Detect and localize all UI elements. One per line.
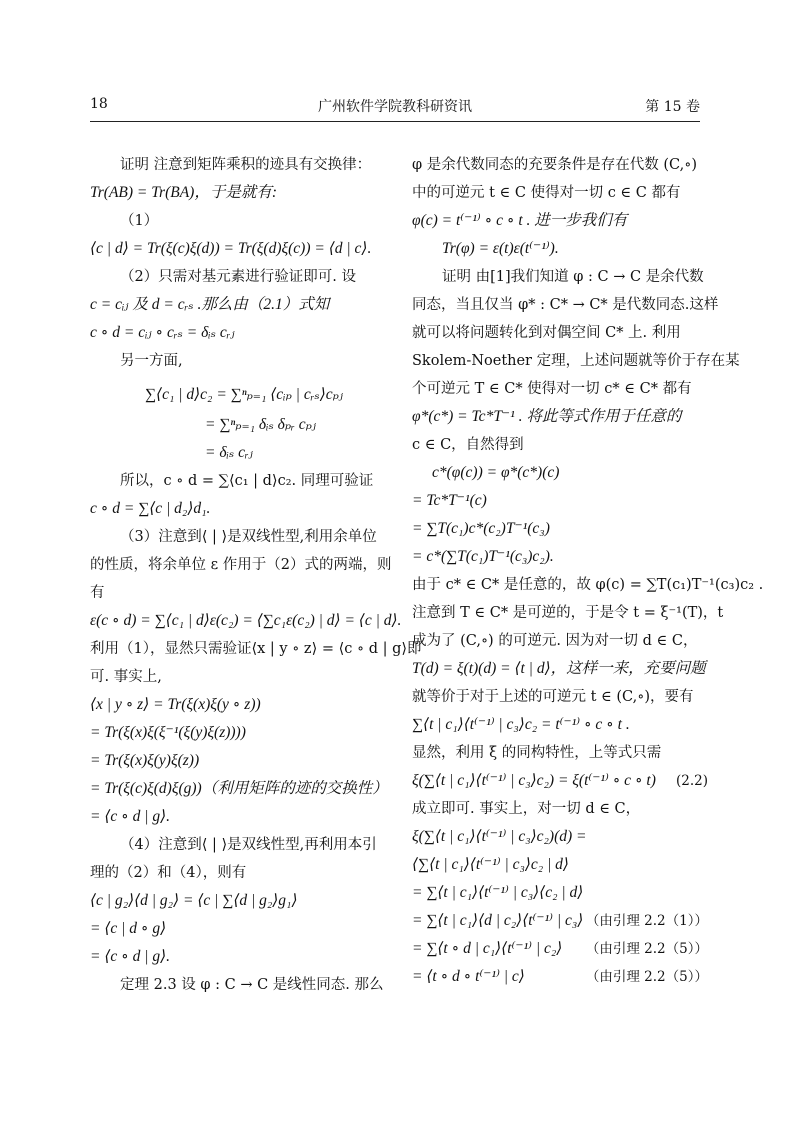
- text-line: c ∘ d = ∑⟨c | d₂⟩d₁.: [90, 500, 211, 517]
- equation-tag: （由引理 2.2（5））: [585, 969, 708, 985]
- text-line: φ*(c*) = Tc*T⁻¹ . 将此等式作用于任意的: [412, 408, 682, 425]
- text-line: ⟨∑⟨t | c₁⟩⟨t⁽⁻¹⁾ | c₃⟩c₂ | d⟩: [412, 856, 569, 873]
- text-line: = ⟨c | d ∘ g⟩: [90, 920, 167, 937]
- text-line: = c*(∑T(c₁)T⁻¹(c₃)c₂).: [412, 548, 554, 565]
- text-line: 成为了 (C,∘) 的可逆元. 因为对一切 d ∈ C，: [412, 633, 698, 649]
- text-line: = Tr(ξ(c)ξ(d)ξ(g))（利用矩阵的迹的交换性）: [90, 780, 388, 797]
- text-line: = ∑⟨t ∘ d | c₁⟩⟨t⁽⁻¹⁾ | c₂⟩ （由引理 2.2（5））: [412, 940, 708, 957]
- text-line: ∑⟨t | c₁⟩⟨t⁽⁻¹⁾ | c₃⟩c₂ = t⁽⁻¹⁾ ∘ c ∘ t .: [412, 716, 630, 733]
- text-line: c ∘ d = cᵢⱼ ∘ cᵣₛ = δᵢₛ cᵣⱼ: [90, 324, 235, 341]
- text-line: ⟨c | g₂⟩⟨d | g₂⟩ = ⟨c | ∑⟨d | g₂⟩g₁⟩: [90, 892, 298, 909]
- text-line: 利用（1），显然只需验证⟨x | y ∘ z⟩ = ⟨c ∘ d | g⟩即: [90, 641, 422, 657]
- text-line: φ 是余代数同态的充要条件是存在代数 (C,∘): [412, 157, 697, 173]
- text-line: 证明 由[1]我们知道 φ : C → C 是余代数: [442, 269, 704, 285]
- text-line: = ⟨t ∘ d ∘ t⁽⁻¹⁾ | c⟩ （由引理 2.2（5））: [412, 968, 708, 985]
- text-line: 证明 注意到矩阵乘积的迹具有交换律：: [120, 157, 372, 173]
- text-line: 的性质，将余单位 ε 作用于（2）式的两端，则: [90, 557, 392, 573]
- text-line: 同态，当且仅当 φ* : C* → C* 是代数同态.这样: [412, 297, 719, 313]
- text-line: 另一方面,: [120, 353, 183, 369]
- journal-title: 广州软件学院教科研资讯: [318, 99, 472, 115]
- text-line: 定理 2.3 设 φ : C → C 是线性同态. 那么: [120, 977, 384, 993]
- text-line: Tr(φ) = ε(t)ε(t⁽⁻¹⁾).: [442, 240, 559, 257]
- equation-tag: （由引理 2.2（1））: [585, 913, 708, 929]
- text-line: = ∑ⁿₚ₌₁ δᵢₛ δₚᵣ cₚⱼ: [205, 416, 316, 433]
- text-line: = Tr(ξ(x)ξ(ξ⁻¹(ξ(y)ξ(z)))): [90, 724, 246, 741]
- text-line: 可. 事实上,: [90, 669, 162, 685]
- text-line: 由于 c* ∈ C* 是任意的，故 φ(c) = ∑T(c₁)T⁻¹(c₃)c₂ .: [412, 577, 764, 593]
- text-line: （1）: [120, 213, 159, 229]
- volume-label: 第 15 卷: [645, 99, 700, 115]
- text-line: ∑⟨c₁ | d⟩c₂ = ∑ⁿₚ₌₁ ⟨cᵢₚ | cᵣₛ⟩cₚⱼ: [145, 386, 343, 403]
- text-line: 成立即可. 事实上，对一切 d ∈ C，: [412, 801, 641, 817]
- text-line: 就等价于对于上述的可逆元 t ∈ (C,∘)，要有: [412, 689, 694, 705]
- text-line: ξ(∑⟨t | c₁⟩⟨t⁽⁻¹⁾ | c₃⟩c₂) = ξ(t⁽⁻¹⁾ ∘ c ∘ t) (2.2): [412, 772, 708, 789]
- text-line: = Tr(ξ(x)ξ(y)ξ(z)): [90, 752, 200, 769]
- text-line: = Tc*T⁻¹(c): [412, 492, 487, 509]
- text-line: 就可以将问题转化到对偶空间 C* 上. 利用: [412, 325, 681, 341]
- text-line: T(d) = ξ(t)(d) = ⟨t | d⟩，这样一来，充要问题: [412, 660, 706, 677]
- text-line: 中的可逆元 t ∈ C 使得对一切 c ∈ C 都有: [412, 185, 681, 201]
- text-line: = δᵢₛ cᵣⱼ: [205, 444, 253, 461]
- text-line: = ∑⟨t | c₁⟩⟨t⁽⁻¹⁾ | c₃⟩⟨c₂ | d⟩: [412, 884, 584, 901]
- text-line: 注意到 T ∈ C* 是可逆的，于是令 t = ξ⁻¹(T)，t: [412, 605, 724, 621]
- text-line: ⟨c | d⟩ = Tr(ξ(c)ξ(d)) = Tr(ξ(d)ξ(c)) = ⟨d | c⟩.: [90, 240, 372, 257]
- equation-tag: （由引理 2.2（5））: [585, 941, 708, 957]
- running-header: [90, 96, 700, 118]
- text-line: 有: [90, 585, 105, 601]
- text-line: c = cᵢⱼ 及 d = cᵣₛ .那么由（2.1）式知: [90, 296, 330, 313]
- text-line: = ∑⟨t | c₁⟩⟨d | c₂⟩⟨t⁽⁻¹⁾ | c₃⟩ （由引理 2.2（1））: [412, 912, 708, 929]
- text-line: ξ(∑⟨t | c₁⟩⟨t⁽⁻¹⁾ | c₃⟩c₂)(d) =: [412, 828, 587, 845]
- text-line: 理的（2）和（4），则有: [90, 865, 247, 881]
- text-line: φ(c) = t⁽⁻¹⁾ ∘ c ∘ t . 进一步我们有: [412, 212, 628, 229]
- page-number: 18: [90, 96, 108, 112]
- text-line: Skolem-Noether 定理，上述问题就等价于存在某: [412, 353, 740, 369]
- text-line: = ⟨c ∘ d | g⟩.: [90, 948, 171, 965]
- header-rule: [90, 121, 700, 122]
- text-line: Tr(AB) = Tr(BA)，于是就有:: [90, 184, 277, 201]
- text-line: （2）只需对基元素进行验证即可. 设: [120, 269, 356, 285]
- equation-tag: (2.2): [675, 773, 708, 789]
- text-line: （3）注意到⟨ | ⟩是双线性型,利用余单位: [120, 529, 377, 545]
- text-line: ⟨x | y ∘ z⟩ = Tr(ξ(x)ξ(y ∘ z)): [90, 696, 261, 713]
- text-line: c*(φ(c)) = φ*(c*)(c): [432, 464, 560, 481]
- text-line: （4）注意到⟨ | ⟩是双线性型,再利用本引: [120, 837, 377, 853]
- text-line: c ∈ C，自然得到: [412, 437, 524, 453]
- text-line: 个可逆元 T ∈ C* 使得对一切 c* ∈ C* 都有: [412, 381, 692, 397]
- text-line: 显然，利用 ξ 的同构特性，上等式只需: [412, 745, 662, 761]
- text-line: 所以，c ∘ d = ∑⟨c₁ | d⟩c₂. 同理可验证: [120, 473, 374, 489]
- text-line: = ∑T(c₁)c*(c₂)T⁻¹(c₃): [412, 520, 550, 537]
- text-line: = ⟨c ∘ d | g⟩.: [90, 808, 171, 825]
- text-line: ε(c ∘ d) = ∑⟨c₁ | d⟩ε(c₂) = ⟨∑c₁ε(c₂) | d⟩ = ⟨c | d⟩.: [90, 612, 402, 629]
